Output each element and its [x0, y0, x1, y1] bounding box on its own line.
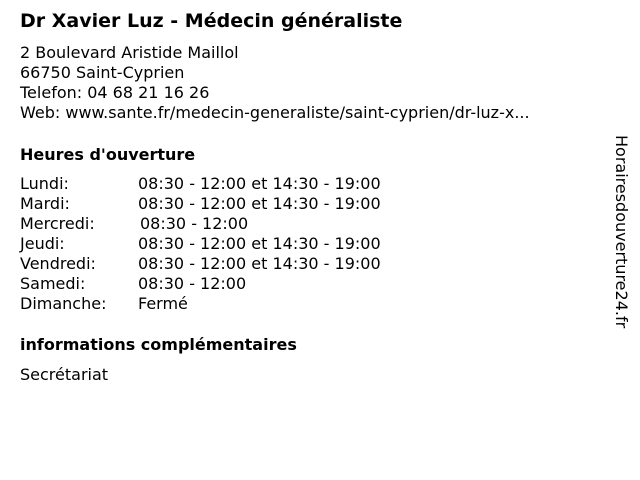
page-title: Dr Xavier Luz - Médecin généraliste: [20, 10, 403, 32]
phone-number: Telefon: 04 68 21 16 26: [20, 83, 210, 102]
day-label: Dimanche:: [20, 294, 107, 313]
day-label: Mercredi:: [20, 214, 95, 233]
day-label: Samedi:: [20, 274, 86, 293]
day-label: Mardi:: [20, 194, 70, 213]
additional-info-text: Secrétariat: [20, 365, 109, 384]
address-line-city: 66750 Saint-Cyprien: [20, 63, 185, 82]
additional-info-heading: informations complémentaires: [20, 335, 297, 354]
time-value: Fermé: [138, 294, 188, 313]
time-value: 08:30 - 12:00 et 14:30 - 19:00: [138, 194, 381, 213]
time-value: 08:30 - 12:00 et 14:30 - 19:00: [138, 174, 381, 193]
time-value: 08:30 - 12:00: [138, 274, 247, 293]
time-value: 08:30 - 12:00: [140, 214, 249, 233]
time-value: 08:30 - 12:00 et 14:30 - 19:00: [138, 254, 381, 273]
day-label: Vendredi:: [20, 254, 96, 273]
website-link[interactable]: Web: www.sante.fr/medecin-generaliste/saint-cyprien/dr-luz-x...: [20, 103, 530, 122]
opening-hours-heading: Heures d'ouverture: [20, 145, 196, 164]
time-value: 08:30 - 12:00 et 14:30 - 19:00: [138, 234, 381, 253]
day-label: Lundi:: [20, 174, 69, 193]
address-line-street: 2 Boulevard Aristide Maillol: [20, 43, 239, 62]
site-watermark: Horairesdouverture24.fr: [612, 135, 631, 329]
contact-details: [20, 43, 530, 123]
day-label: Jeudi:: [20, 234, 65, 253]
